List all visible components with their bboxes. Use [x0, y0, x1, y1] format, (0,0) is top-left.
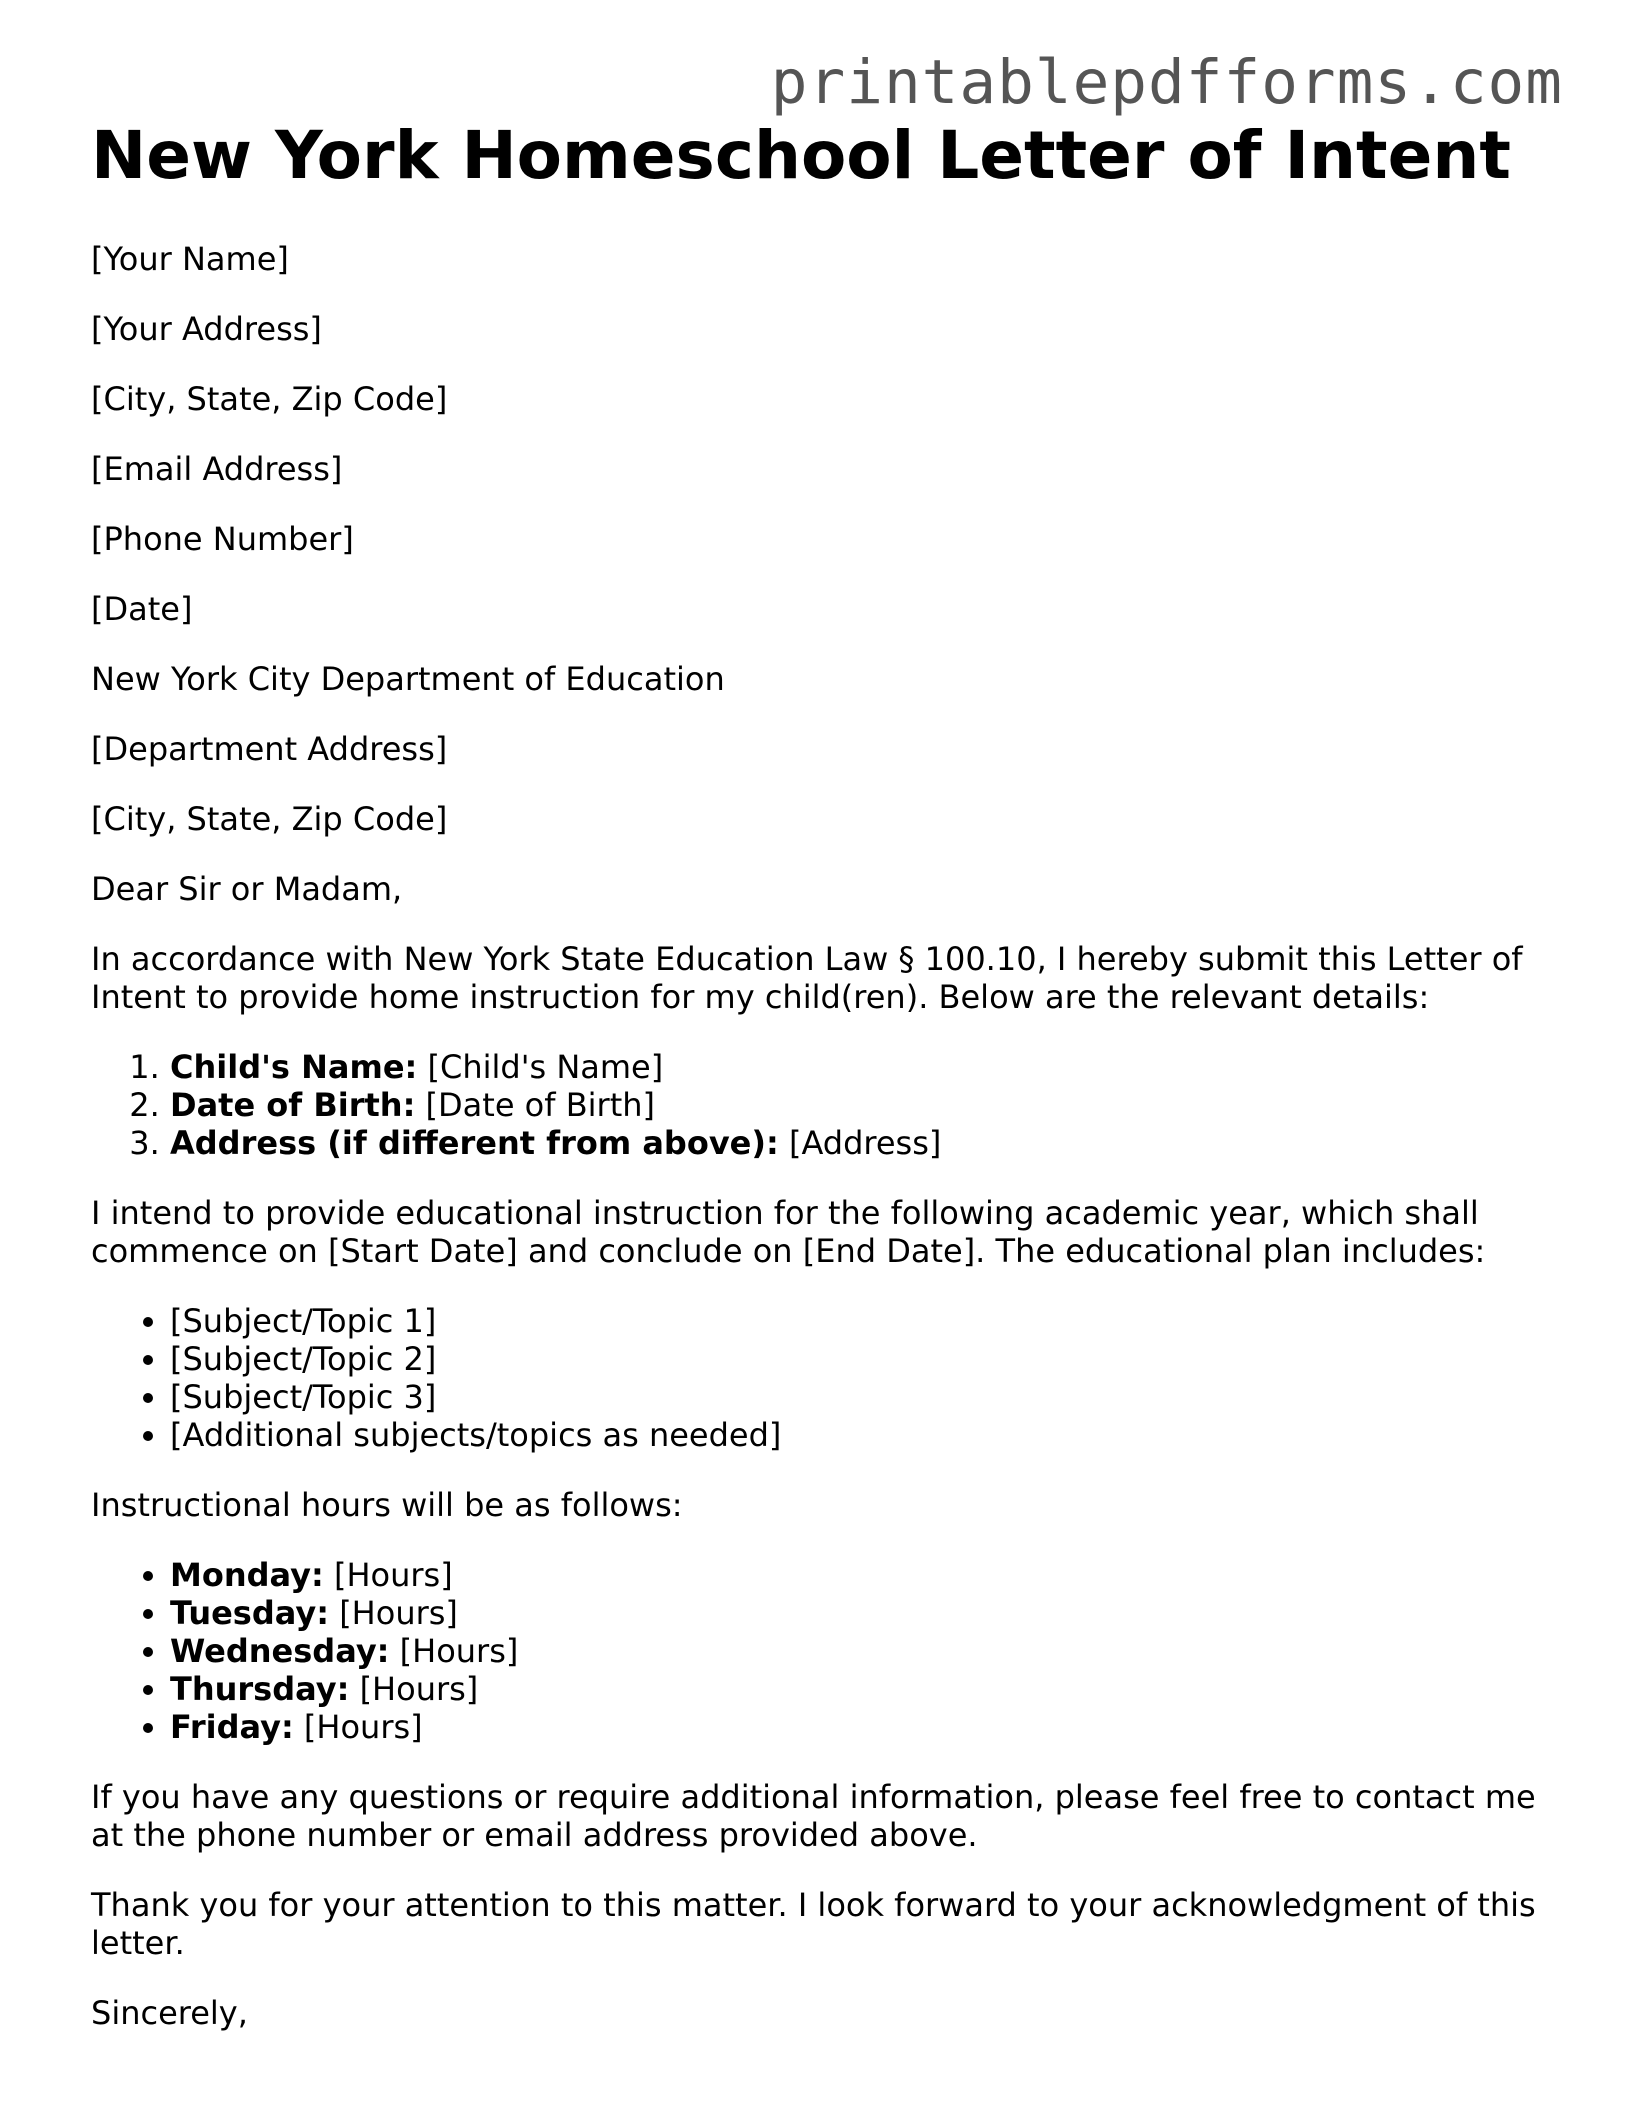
- list-item: [170, 1594, 1561, 1632]
- letter-body: [91, 240, 1561, 2032]
- list-item: [170, 1124, 1561, 1162]
- contact-paragraph: If you have any questions or require additional information, please feel free to contact me at the phone number or email address provided above.: [91, 1778, 1536, 1854]
- sender-phone: [Phone Number]: [91, 520, 354, 558]
- day-label-friday: Friday:: [170, 1708, 294, 1746]
- recipient-city-state-zip: [City, State, Zip Code]: [91, 800, 448, 838]
- list-item: [170, 1632, 1561, 1670]
- hours-value: [Hours]: [303, 1708, 423, 1746]
- closing: Sincerely,: [91, 1994, 248, 2032]
- recipient-address: [Department Address]: [91, 730, 448, 768]
- list-item: • [Subject/Topic 2]: [170, 1340, 1561, 1378]
- list-item: • [Subject/Topic 3]: [170, 1378, 1561, 1416]
- list-item: [170, 1708, 1561, 1746]
- recipient-name: New York City Department of Education: [91, 660, 725, 698]
- hours-value: [Hours]: [359, 1670, 479, 1708]
- sender-email: [Email Address]: [91, 450, 343, 488]
- child-details-list: [91, 1048, 1561, 1162]
- sender-address: [Your Address]: [91, 310, 322, 348]
- plan-intro-paragraph: I intend to provide educational instruction for the following academic year, which shall commence on [Start Date] and conclude on [End Date]. The educational plan includes:: [91, 1194, 1486, 1270]
- hours-value: [Hours]: [399, 1632, 519, 1670]
- child-name-value: [Child's Name]: [427, 1048, 664, 1086]
- page-title: New York Homeschool Letter of Intent: [91, 117, 1511, 194]
- list-item: [170, 1086, 1561, 1124]
- watermark: printablepdfforms.com: [770, 47, 1563, 118]
- letter-date: [Date]: [91, 590, 193, 628]
- intro-paragraph: In accordance with New York State Education Law § 100.10, I hereby submit this Letter of Intent to provide home instruction for my child(ren). Below are the relevant details:: [91, 940, 1523, 1016]
- list-item: [170, 1048, 1561, 1086]
- list-item: • [Subject/Topic 1]: [170, 1302, 1561, 1340]
- hours-list: [91, 1556, 1561, 1746]
- dob-value: [Date of Birth]: [425, 1086, 655, 1124]
- hours-value: [Hours]: [333, 1556, 453, 1594]
- day-label-wednesday: Wednesday:: [170, 1632, 390, 1670]
- list-item: [170, 1556, 1561, 1594]
- sender-name: [Your Name]: [91, 240, 289, 278]
- dob-label: Date of Birth:: [170, 1086, 416, 1124]
- letter-page: [91, 118, 1561, 2064]
- day-label-thursday: Thursday:: [170, 1670, 350, 1708]
- child-name-label: Child's Name:: [170, 1048, 418, 1086]
- hours-value: [Hours]: [339, 1594, 458, 1632]
- list-item: [170, 1670, 1561, 1708]
- salutation: Dear Sir or Madam,: [91, 870, 403, 908]
- child-address-label: Address (if different from above):: [170, 1124, 779, 1162]
- day-label-monday: Monday:: [170, 1556, 324, 1594]
- subjects-list: [91, 1302, 1561, 1454]
- sender-city-state-zip: [City, State, Zip Code]: [91, 380, 448, 418]
- list-item: • [Additional subjects/topics as needed]: [170, 1416, 1561, 1454]
- hours-intro-paragraph: Instructional hours will be as follows:: [91, 1486, 683, 1524]
- thanks-paragraph: Thank you for your attention to this matter. I look forward to your acknowledgment of this letter.: [91, 1886, 1536, 1962]
- day-label-tuesday: Tuesday:: [170, 1594, 330, 1632]
- child-address-value: [Address]: [788, 1124, 942, 1162]
